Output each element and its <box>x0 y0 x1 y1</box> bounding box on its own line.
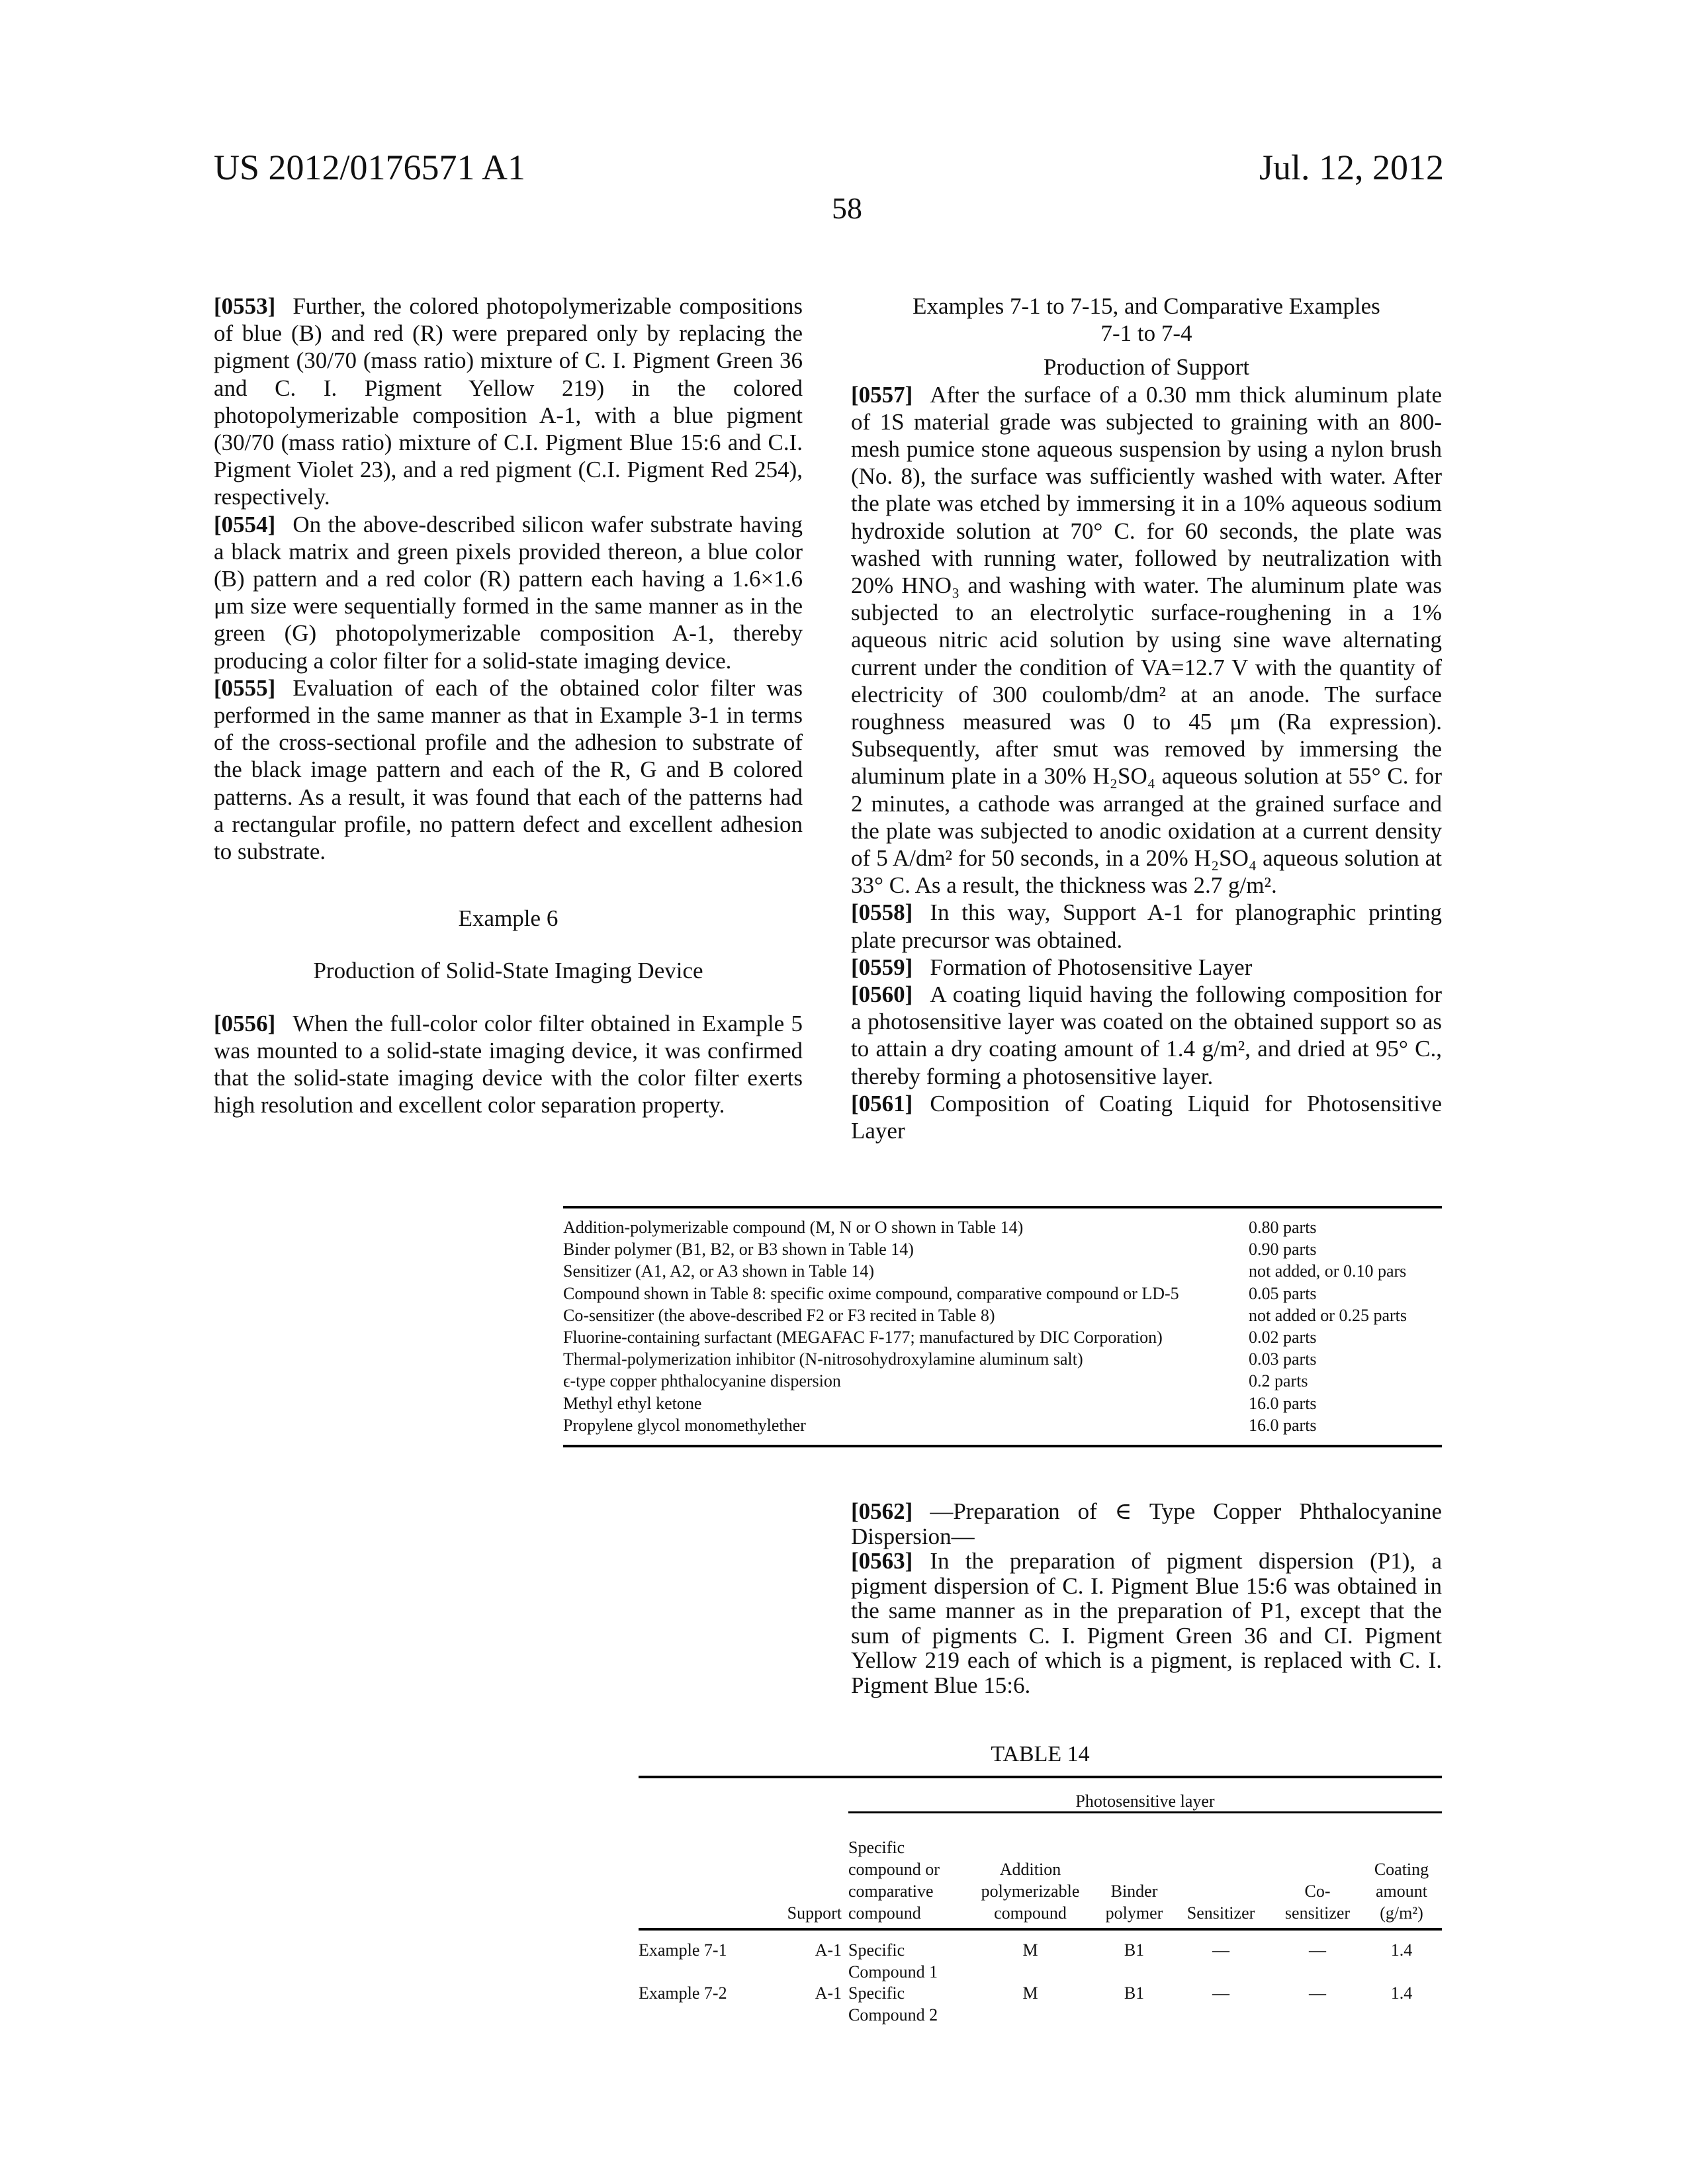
header-line: compound or <box>848 1858 940 1880</box>
paragraph-id: [0561] <box>851 1091 913 1116</box>
component-amount: 0.05 parts <box>1249 1283 1317 1304</box>
column-header-support <box>787 1833 842 1924</box>
cell-addition: M <box>931 1939 1130 1961</box>
right-column <box>851 293 1442 1144</box>
support-subheading: Production of Support <box>851 353 1442 381</box>
left-column <box>214 293 803 1118</box>
table-row <box>563 1392 1442 1414</box>
paragraph-id: [0558] <box>851 899 913 925</box>
table14-header-rule <box>639 1928 1442 1931</box>
paragraph-text: When the full-color color filter obtained in Example 5 was mounted to a solid-state imaging device, it was confirmed that the solid-state imaging device with the color filter exerts high resolution and excellent color separation property. <box>214 1011 803 1118</box>
cell-line: Specific <box>848 1939 938 1961</box>
component-amount: not added or 0.25 parts <box>1249 1304 1407 1326</box>
paragraph-text: Evaluation of each of the obtained color filter was performed in the same manner as that in Example 3-1 in terms of the cross-sectional profile and the adhesion to substrate of the black image pattern and each of the R, G and B colored patterns. As a result, it was found that each of the patterns had a rectangular profile, no pattern defect and excellent adhesion to substrate. <box>214 675 803 864</box>
header-line: compound <box>848 1902 940 1924</box>
paragraph-text: In the preparation of pigment dispersion (P1), a pigment dispersion of C. I. Pigment Blue 15:6 was obtained in the same manner as in the preparation of P1, except that the sum of pigments C. I. Pigment Green 36 and CI. Pigment Yellow 219 each of which is a pigment, is replaced with C. I. Pigment Blue 15:6. <box>851 1548 1442 1698</box>
paragraph-text: In this way, Support A-1 for planographic printing plate precursor was obtained. <box>851 899 1442 952</box>
header-line: amount <box>1376 1880 1427 1902</box>
paragraph-id: [0553] <box>214 293 275 319</box>
cell-support: A-1 <box>815 1939 842 1961</box>
example6-heading: Example 6 <box>214 905 803 932</box>
header-line: sensitizer <box>1285 1902 1350 1924</box>
cell-coating: 1.4 <box>1302 1939 1501 1961</box>
component-name: ϵ-type copper phthalocyanine dispersion <box>563 1370 1249 1392</box>
paragraph-0560 <box>851 981 1442 1090</box>
paragraph-text: After the surface of a 0.30 mm thick aluminum plate of 1S material grade was subjected to graining with an 800-mesh pumice stone aqueous suspension by using a nylon brush (No. 8), the surface was sufficiently washed with water. After the plate was etched by immersing it in a 10% aqueous sodium hydroxide solution at 70° C. for 60 seconds, the plate was washed with running water, followed by neutralization with 20% HNO₃ and washing with water. The aluminum plate was subjected to an electrolytic surface-roughening in a 1% aqueous nitric acid solution by using sine wave alternating current under the condition of VA=12.7 V with the quantity of electricity of 300 coulomb/dm² at an anode. The surface roughness measured was 0 to 45 μm (Ra expression). Subsequently, after smut was removed by immersing the aluminum plate in a 30% H₂SO₄ aqueous solution at 55° C. for 2 minutes, a cathode was arranged at the grained surface and the plate was subjected to anodic oxidation at a current density of 5 A/dm² for 50 seconds, in a 20% H₂SO₄ aqueous solution at 33° C. As a result, the thickness was 2.7 g/m². <box>851 382 1442 899</box>
table14-title: TABLE 14 <box>639 1742 1442 1767</box>
table-row <box>563 1238 1442 1260</box>
paragraph-0555 <box>214 674 803 865</box>
group-header-photosensitive-layer: Photosensitive layer <box>848 1790 1442 1812</box>
cell-cosensitizer: — <box>1218 1939 1417 1961</box>
table-row <box>563 1216 1442 1238</box>
table-row <box>563 1283 1442 1304</box>
component-amount: 0.90 parts <box>1249 1238 1317 1260</box>
paragraph-id: [0555] <box>214 675 275 701</box>
component-name: Sensitizer (A1, A2, or A3 shown in Table 14) <box>563 1260 1249 1282</box>
group-header-rule <box>848 1811 1442 1813</box>
paragraph-0557 <box>851 381 1442 899</box>
component-name: Propylene glycol monomethylether <box>563 1414 1249 1436</box>
component-amount: 0.02 parts <box>1249 1326 1317 1348</box>
example6-subheading: Production of Solid-State Imaging Device <box>214 957 803 984</box>
paragraph-text: Composition of Coating Liquid for Photosensitive Layer <box>851 1091 1442 1144</box>
table14-top-rule <box>639 1776 1442 1778</box>
examples-heading-line2: 7-1 to 7-4 <box>851 320 1442 347</box>
component-name: Methyl ethyl ketone <box>563 1392 1249 1414</box>
cell-line: Specific <box>848 1982 938 2004</box>
paragraph-0556 <box>214 1010 803 1119</box>
component-name: Co-sensitizer (the above-described F2 or F3 recited in Table 8) <box>563 1304 1249 1326</box>
paragraph-0554 <box>214 511 803 674</box>
header-line: Addition <box>1000 1858 1061 1880</box>
paragraph-id: [0560] <box>851 981 913 1007</box>
page-number: 58 <box>0 191 1694 226</box>
composition-table <box>563 1216 1442 1436</box>
cell-line: Compound 2 <box>848 2004 938 2026</box>
header-line: Coating <box>1374 1858 1429 1880</box>
header-line: Support <box>787 1902 842 1924</box>
cell-compound <box>848 1982 938 2026</box>
paragraph-0558 <box>851 899 1442 953</box>
publication-date: Jul. 12, 2012 <box>1259 147 1444 188</box>
header-line: Binder <box>1111 1880 1158 1902</box>
paragraph-0563 <box>851 1549 1442 1698</box>
header-line: polymerizable <box>981 1880 1080 1902</box>
paragraph-id: [0563] <box>851 1548 913 1574</box>
paragraph-id: [0562] <box>851 1498 913 1524</box>
component-amount: 0.80 parts <box>1249 1216 1317 1238</box>
table-row <box>563 1370 1442 1392</box>
component-amount: 16.0 parts <box>1249 1414 1317 1436</box>
table-row <box>563 1414 1442 1436</box>
cell-coating: 1.4 <box>1302 1982 1501 2004</box>
component-name: Fluorine-containing surfactant (MEGAFAC F-177; manufactured by DIC Corporation) <box>563 1326 1249 1348</box>
header-line: Sensitizer <box>1187 1902 1255 1924</box>
component-name: Thermal-polymerization inhibitor (N-nitrosohydroxylamine aluminum salt) <box>563 1348 1249 1370</box>
table-bottom-rule <box>563 1445 1442 1447</box>
row-label: Example 7-2 <box>639 1982 727 2004</box>
header-line: polymer <box>1106 1902 1163 1924</box>
cell-line: Compound 1 <box>848 1961 938 1983</box>
cell-sensitizer: — <box>1122 1939 1320 1961</box>
table-row <box>563 1326 1442 1348</box>
paragraph-0561 <box>851 1090 1442 1144</box>
header-line: (g/m²) <box>1380 1902 1423 1924</box>
paragraph-text: A coating liquid having the following composition for a photosensitive layer was coated on the obtained support so as to attain a dry coating amount of 1.4 g/m², and dried at 95° C., thereby forming a photosensitive layer. <box>851 981 1442 1089</box>
paragraph-id: [0556] <box>214 1011 275 1036</box>
lower-right-column <box>851 1499 1442 1698</box>
component-amount: 16.0 parts <box>1249 1392 1317 1414</box>
paragraph-0562 <box>851 1499 1442 1549</box>
component-name: Addition-polymerizable compound (M, N or O shown in Table 14) <box>563 1216 1249 1238</box>
table-row <box>563 1304 1442 1326</box>
cell-binder: B1 <box>1035 1982 1233 2004</box>
table-row <box>563 1348 1442 1370</box>
cell-addition: M <box>931 1982 1130 2004</box>
paragraph-0559 <box>851 954 1442 981</box>
paragraph-id: [0554] <box>214 512 275 537</box>
component-amount: not added, or 0.10 pars <box>1249 1260 1406 1282</box>
component-amount: 0.03 parts <box>1249 1348 1317 1370</box>
component-amount: 0.2 parts <box>1249 1370 1308 1392</box>
patent-number: US 2012/0176571 A1 <box>214 147 525 188</box>
table-top-rule <box>563 1206 1442 1208</box>
header-line: compound <box>994 1902 1067 1924</box>
paragraph-text: —Preparation of ∈ Type Copper Phthalocyanine Dispersion— <box>851 1498 1442 1549</box>
column-header-compound <box>848 1833 940 1924</box>
table-row <box>563 1260 1442 1282</box>
header-line: Co- <box>1305 1880 1331 1902</box>
cell-sensitizer: — <box>1122 1982 1320 2004</box>
cell-compound <box>848 1939 938 1983</box>
cell-support: A-1 <box>815 1982 842 2004</box>
component-name: Compound shown in Table 8: specific oxime compound, comparative compound or LD-5 <box>563 1283 1249 1304</box>
cell-binder: B1 <box>1035 1939 1233 1961</box>
header-line: comparative <box>848 1880 940 1902</box>
examples-heading: Examples 7-1 to 7-15, and Comparative Examples <box>851 293 1442 320</box>
column-header-coating <box>1302 1833 1501 1924</box>
paragraph-0553 <box>214 293 803 511</box>
paragraph-text: On the above-described silicon wafer substrate having a black matrix and green pixels provided thereon, a blue color (B) pattern and a red color (R) pattern each having a 1.6×1.6 μm size were sequentially formed in the same manner as in the green (G) photopolymerizable composition A-1, thereby producing a color filter for a solid-state imaging device. <box>214 512 803 674</box>
paragraph-id: [0557] <box>851 382 913 408</box>
paragraph-text: Further, the colored photopolymerizable compositions of blue (B) and red (R) were prepared only by replacing the pigment (30/70 (mass ratio) mixture of C. I. Pigment Green 36 and C. I. Pigment Yellow 219) in the colored photopolymerizable composition A-1, with a blue pigment (30/70 (mass ratio) mixture of C.I. Pigment Blue 15:6 and C.I. Pigment Violet 23), and a red pigment (C.I. Pigment Red 254), respectively. <box>214 293 803 510</box>
component-name: Binder polymer (B1, B2, or B3 shown in Table 14) <box>563 1238 1249 1260</box>
paragraph-id: [0559] <box>851 954 913 980</box>
row-label: Example 7-1 <box>639 1939 727 1961</box>
paragraph-text: Formation of Photosensitive Layer <box>930 954 1252 980</box>
header-line: Specific <box>848 1837 940 1858</box>
cell-cosensitizer: — <box>1218 1982 1417 2004</box>
